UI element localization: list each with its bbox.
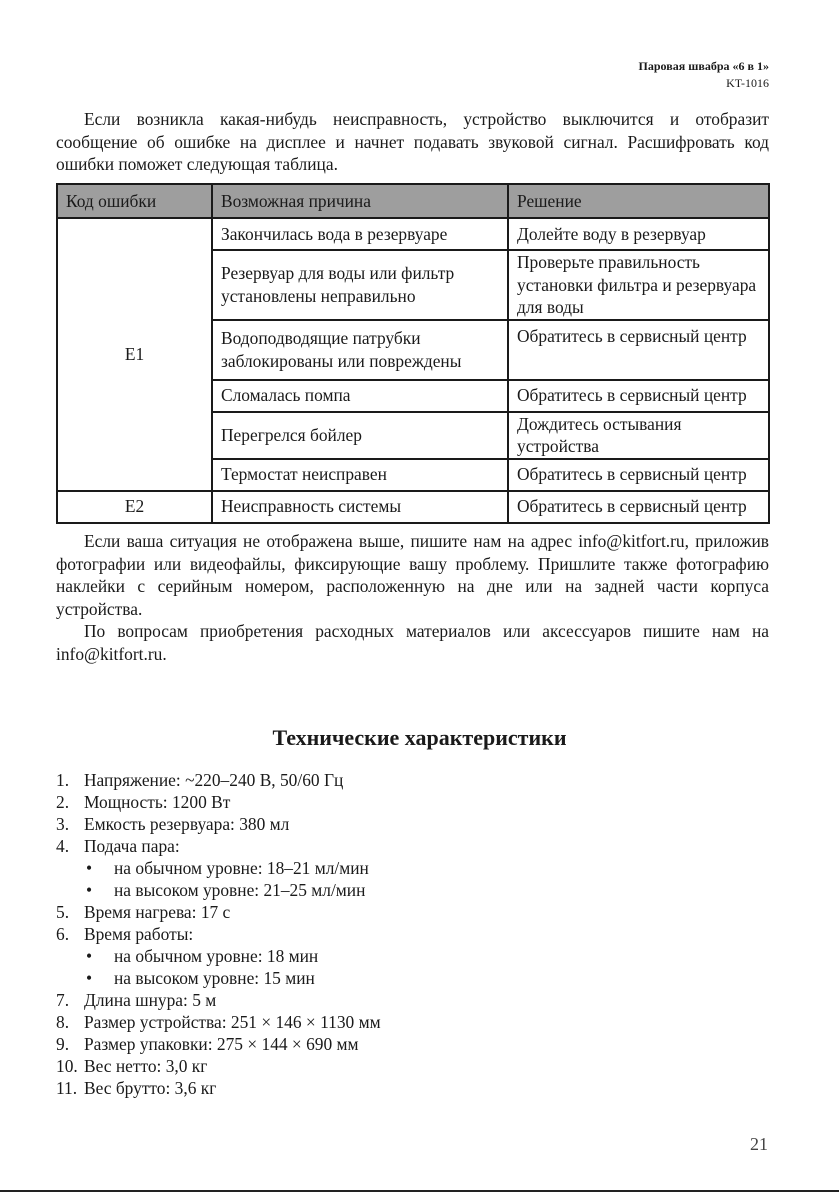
spec-number: 7. <box>56 990 70 1010</box>
product-model: KT-1016 <box>726 76 769 90</box>
header-cause: Возможная причина <box>212 184 508 218</box>
spec-item <box>56 769 381 791</box>
spec-item <box>56 813 381 835</box>
spec-text: Размер упаковки: 275 × 144 × 690 мм <box>84 1034 359 1054</box>
spec-number: 8. <box>56 1012 70 1032</box>
accessories-paragraph: По вопросам приобретения расходных материалов или аксессуаров пишите нам на info@kitfort.ru. <box>56 621 769 664</box>
spec-subitem-text: на обычном уровне: 18–21 мл/мин <box>114 858 369 878</box>
spec-number: 5. <box>56 902 70 922</box>
spec-text: Емкость резервуара: 380 мл <box>84 814 290 834</box>
solution-cell: Обратитесь в сервисный центр <box>508 380 769 412</box>
table-row <box>57 218 769 250</box>
spec-number: 10. <box>56 1056 78 1076</box>
spec-subitem <box>56 967 381 989</box>
spec-text: Подача пара: <box>84 836 180 856</box>
spec-subitem-text: на высоком уровне: 21–25 мл/мин <box>114 880 366 900</box>
page-number: 21 <box>750 1134 768 1154</box>
spec-number: 1. <box>56 770 70 790</box>
spec-subitem-text: на обычном уровне: 18 мин <box>114 946 319 966</box>
spec-subitem <box>56 879 381 901</box>
cause-cell: Закончилась вода в резервуаре <box>212 218 508 250</box>
table-row <box>57 491 769 523</box>
spec-text: Длина шнура: 5 м <box>84 990 217 1010</box>
cause-cell: Водоподводящие патрубки заблокированы или повреждены <box>212 320 508 380</box>
spec-text: Размер устройства: 251 × 146 × 1130 мм <box>84 1012 381 1032</box>
error-code-e2: E2 <box>57 491 212 523</box>
spec-text: Время нагрева: 17 с <box>84 902 231 922</box>
error-code-table <box>56 183 770 524</box>
spec-number: 3. <box>56 814 70 834</box>
solution-cell: Дождитесь остывания устройства <box>508 412 769 459</box>
spec-subitem <box>56 857 381 879</box>
bottom-divider <box>0 1190 839 1192</box>
spec-number: 11. <box>56 1078 78 1098</box>
cause-cell: Неисправность системы <box>212 491 508 523</box>
spec-text: Вес нетто: 3,0 кг <box>84 1056 208 1076</box>
intro-paragraph: Если возникла какая-нибудь неисправность, устройство выключится и отобразит сообщение об ошибке на дисплее и начнет подавать звуковой сигнал. Расшифровать код ошибки поможет следующая таблица. <box>56 109 769 174</box>
spec-text: Напряжение: ~220–240 В, 50/60 Гц <box>84 770 344 790</box>
table-header-row <box>57 184 769 218</box>
spec-text: Вес брутто: 3,6 кг <box>84 1078 217 1098</box>
spec-item <box>56 1055 381 1077</box>
cause-cell: Перегрелся бойлер <box>212 412 508 459</box>
spec-item <box>56 1011 381 1033</box>
spec-item <box>56 1077 381 1099</box>
solution-cell: Долейте воду в резервуар <box>508 218 769 250</box>
bullet-icon: • <box>86 946 93 966</box>
contact-paragraph: Если ваша ситуация не отображена выше, пишите нам на адрес info@kitfort.ru, приложив фотографии или видеофайлы, фиксирующие вашу проблему. Пришлите также фотографию наклейки с серийным номером, расположенную на дне или на задней части корпуса устройства. <box>56 531 769 619</box>
spec-item <box>56 1033 381 1055</box>
solution-cell: Обратитесь в сервисный центр <box>508 491 769 523</box>
specs-list <box>56 769 381 1099</box>
spec-number: 9. <box>56 1034 70 1054</box>
spec-subitem-text: на высоком уровне: 15 мин <box>114 968 315 988</box>
specs-heading: Технические характеристики <box>272 725 567 750</box>
spec-item <box>56 989 381 1011</box>
spec-item <box>56 791 381 813</box>
cause-cell: Резервуар для воды или фильтр установлены неправильно <box>212 250 508 320</box>
solution-cell: Обратитесь в сервисный центр <box>508 459 769 491</box>
spec-subitem <box>56 945 381 967</box>
product-title: Паровая швабра «6 в 1» <box>638 59 769 73</box>
spec-number: 4. <box>56 836 70 856</box>
error-code-e1: E1 <box>57 218 212 491</box>
spec-number: 2. <box>56 792 70 812</box>
spec-item <box>56 835 381 857</box>
solution-cell: Проверьте правильность установки фильтра и резервуара для воды <box>508 250 769 320</box>
spec-text: Мощность: 1200 Вт <box>84 792 231 812</box>
cause-cell: Термостат неисправен <box>212 459 508 491</box>
bullet-icon: • <box>86 968 93 988</box>
page-header <box>639 58 769 92</box>
spec-item <box>56 923 381 945</box>
bullet-icon: • <box>86 858 93 878</box>
header-code: Код ошибки <box>57 184 212 218</box>
spec-number: 6. <box>56 924 70 944</box>
solution-cell: Обратитесь в сервисный центр <box>508 320 769 380</box>
header-solution: Решение <box>508 184 769 218</box>
cause-cell: Сломалась помпа <box>212 380 508 412</box>
spec-item <box>56 901 381 923</box>
bullet-icon: • <box>86 880 93 900</box>
spec-text: Время работы: <box>84 924 194 944</box>
